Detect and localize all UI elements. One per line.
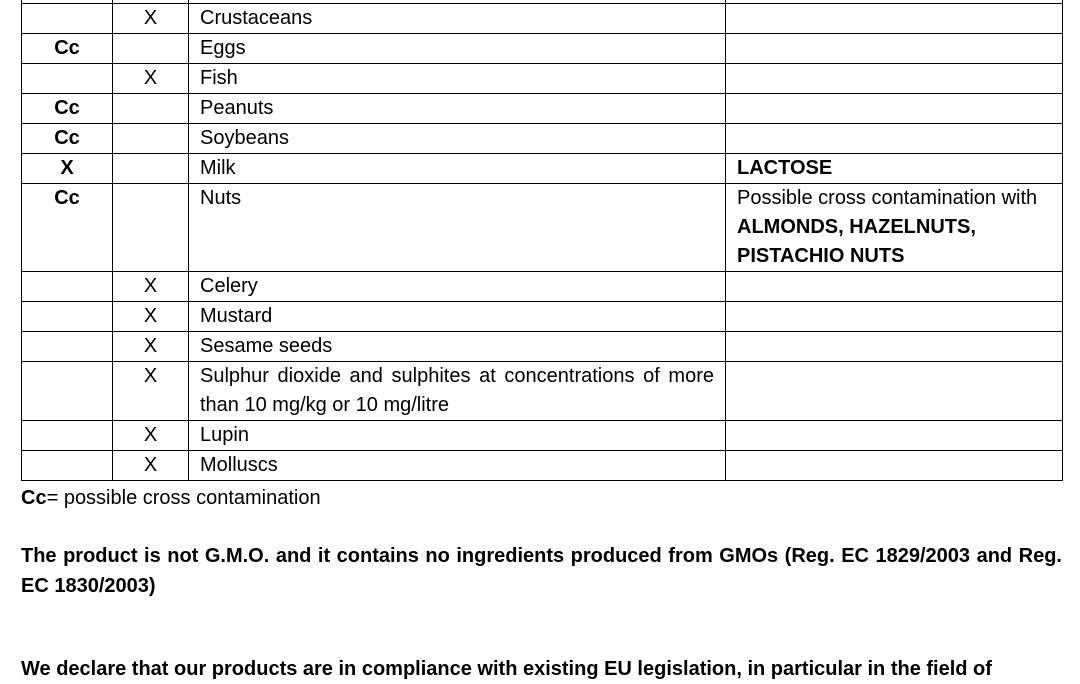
allergen-note	[726, 34, 1063, 64]
allergen-note	[726, 302, 1063, 332]
allergen-name: Soybeans	[189, 124, 726, 154]
table-row	[22, 421, 1063, 451]
absent-cell: X	[113, 362, 189, 421]
table-row	[22, 451, 1063, 481]
allergen-name: Milk	[189, 154, 726, 184]
absent-cell: X	[113, 4, 189, 34]
table-row	[22, 64, 1063, 94]
legend-abbr: Cc	[21, 487, 47, 509]
contains-cell	[22, 64, 113, 94]
contains-cell: Cc	[22, 124, 113, 154]
allergen-name: Fish	[189, 64, 726, 94]
contains-cell	[22, 4, 113, 34]
table-row	[22, 332, 1063, 362]
allergen-name: Mustard	[189, 302, 726, 332]
absent-cell	[113, 124, 189, 154]
table-row	[22, 302, 1063, 332]
contains-cell	[22, 302, 113, 332]
table-row	[22, 272, 1063, 302]
absent-cell: X	[113, 64, 189, 94]
table-row	[22, 362, 1063, 421]
legend-text: = possible cross contamination	[46, 487, 321, 509]
table-row	[22, 184, 1063, 272]
absent-cell	[113, 34, 189, 64]
allergen-name: Lupin	[189, 421, 726, 451]
absent-cell	[113, 94, 189, 124]
absent-cell	[113, 154, 189, 184]
absent-cell: X	[113, 302, 189, 332]
contains-cell	[22, 421, 113, 451]
allergen-note	[726, 451, 1063, 481]
allergen-name: Eggs	[189, 34, 726, 64]
allergen-name: Crustaceans	[189, 4, 726, 34]
contains-cell	[22, 362, 113, 421]
allergen-note	[726, 421, 1063, 451]
compliance-declaration: We declare that our products are in compliance with existing EU legislation, in particular in the field of	[21, 658, 992, 680]
contains-cell: X	[22, 154, 113, 184]
allergen-note	[726, 124, 1063, 154]
allergen-name: Sesame seeds	[189, 332, 726, 362]
gmo-statement: The product is not G.M.O. and it contains no ingredients produced from GMOs (Reg. EC 1829/2003 and Reg. EC 1830/2003)	[21, 545, 1062, 597]
absent-cell: X	[113, 272, 189, 302]
allergen-name: Celery	[189, 272, 726, 302]
allergen-table	[21, 0, 1063, 481]
allergen-note	[726, 94, 1063, 124]
table-row	[22, 34, 1063, 64]
note-bold-text: ALMONDS, HAZELNUTS, PISTACHIO NUTS	[737, 216, 976, 267]
allergen-name: Molluscs	[189, 451, 726, 481]
contains-cell: Cc	[22, 94, 113, 124]
allergen-note	[726, 64, 1063, 94]
allergen-name: Sulphur dioxide and sulphites at concentrations of more than 10 mg/kg or 10 mg/litre	[189, 362, 726, 421]
contains-cell	[22, 332, 113, 362]
legend	[21, 484, 321, 512]
allergen-note	[726, 4, 1063, 34]
contains-cell: Cc	[22, 34, 113, 64]
allergen-note	[726, 184, 1063, 272]
contains-cell: Cc	[22, 184, 113, 272]
allergen-note	[726, 362, 1063, 421]
allergen-note	[726, 272, 1063, 302]
absent-cell: X	[113, 421, 189, 451]
absent-cell: X	[113, 332, 189, 362]
allergen-note	[726, 332, 1063, 362]
contains-cell	[22, 272, 113, 302]
absent-cell	[113, 184, 189, 272]
note-text: Possible cross contamination with	[737, 187, 1038, 209]
table-row	[22, 94, 1063, 124]
table-row	[22, 154, 1063, 184]
absent-cell: X	[113, 451, 189, 481]
allergen-note: LACTOSE	[726, 154, 1063, 184]
table-row	[22, 4, 1063, 34]
allergen-name: Peanuts	[189, 94, 726, 124]
allergen-name: Nuts	[189, 184, 726, 272]
table-row	[22, 124, 1063, 154]
contains-cell	[22, 451, 113, 481]
